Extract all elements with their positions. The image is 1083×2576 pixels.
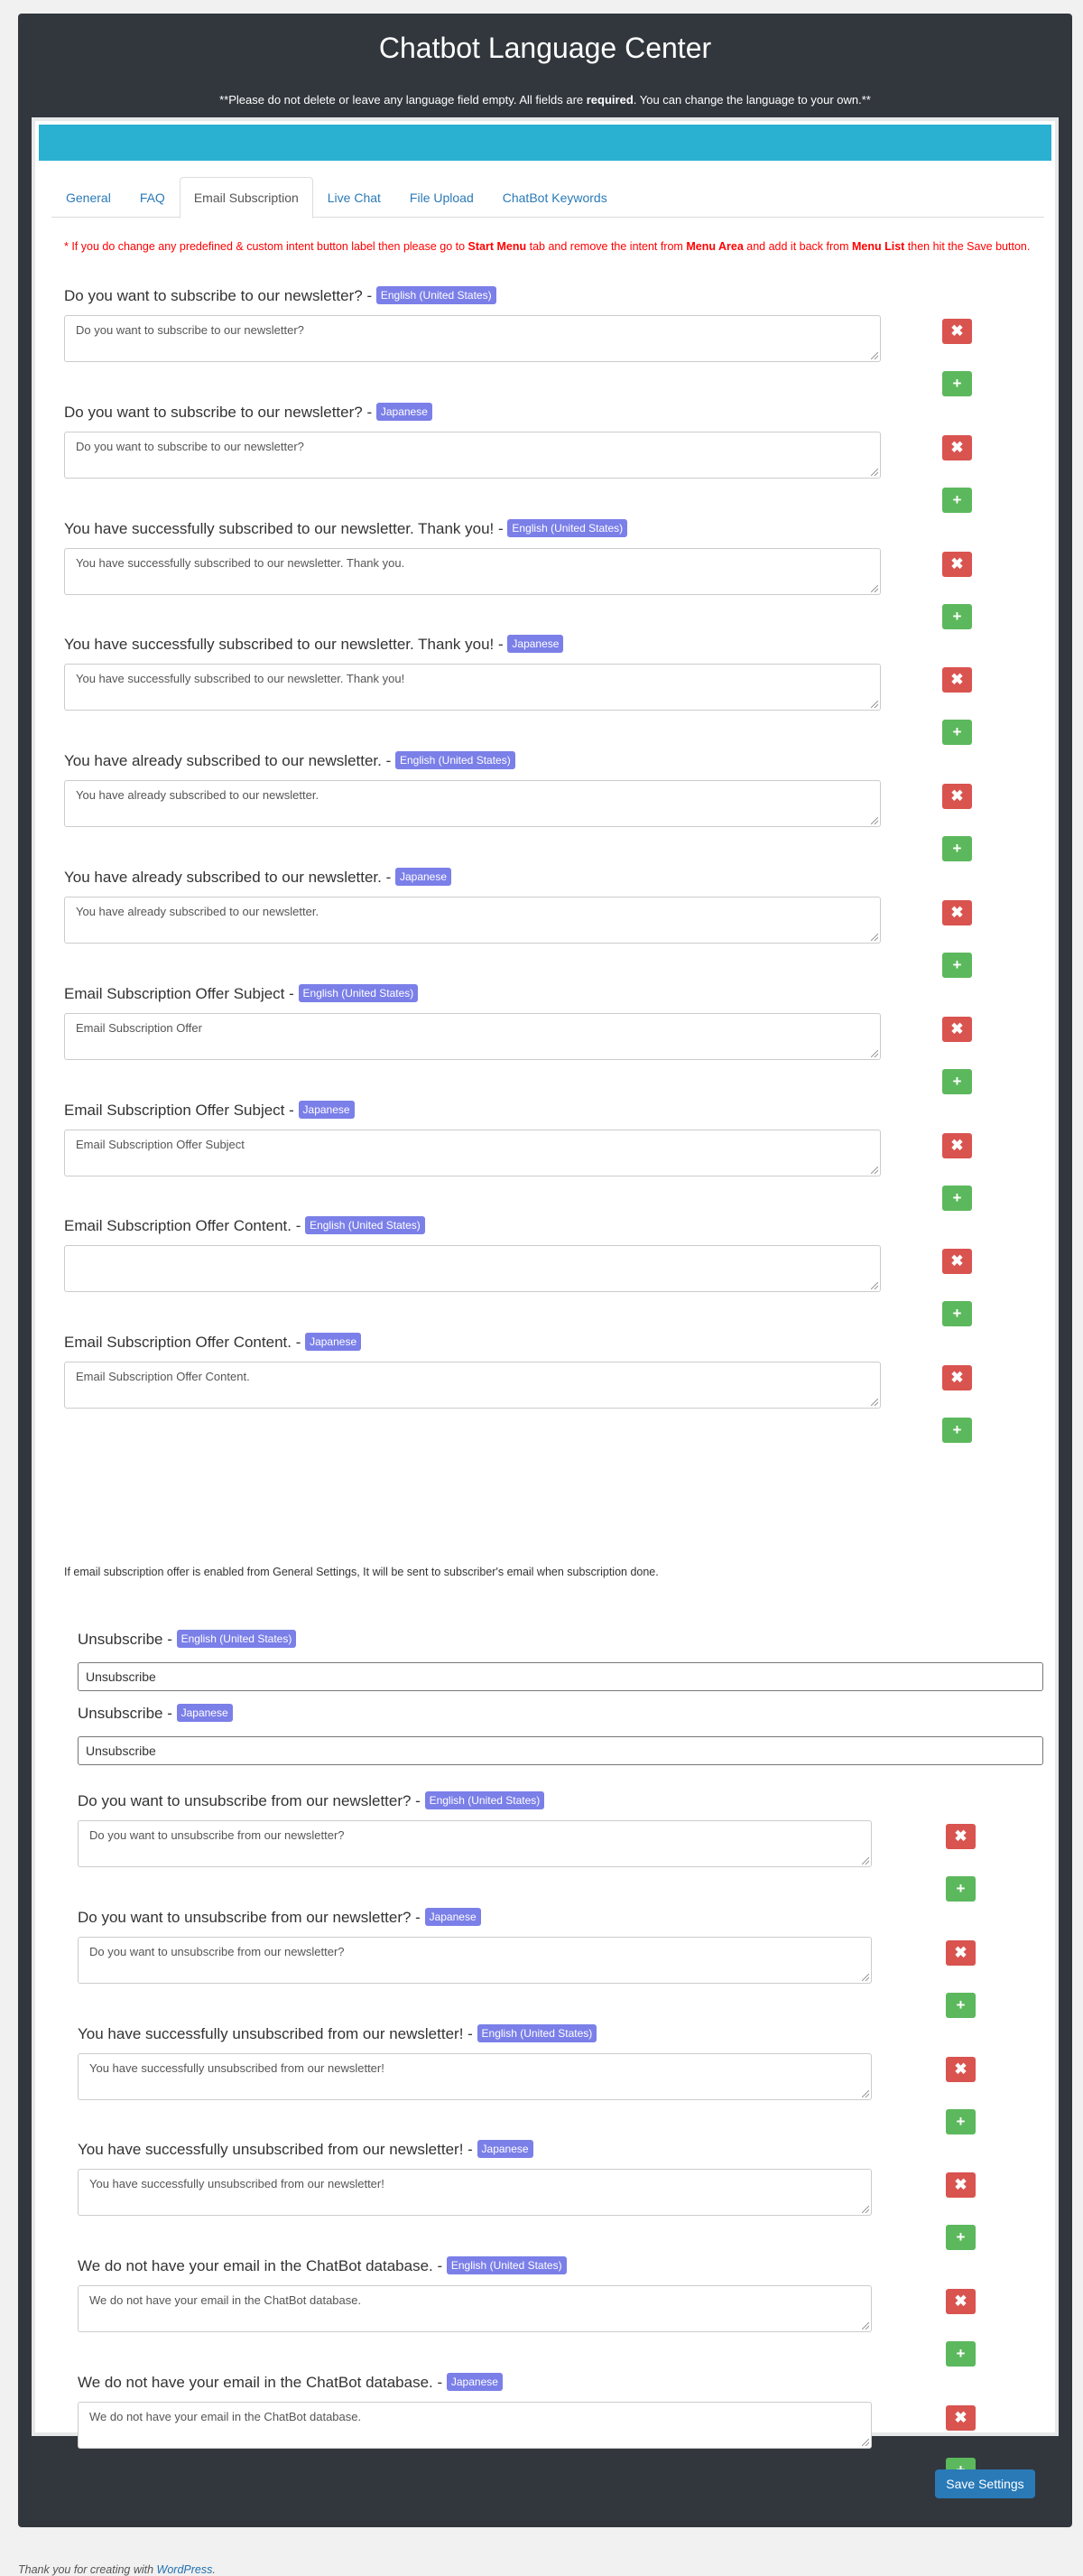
language-textarea[interactable]: Email Subscription Offer — [64, 1013, 881, 1060]
language-textarea[interactable]: Do you want to subscribe to our newsletter? — [64, 315, 881, 362]
field-label-text: Unsubscribe - — [78, 1705, 177, 1722]
remove-row-button[interactable]: ✖ — [942, 435, 972, 460]
remove-row-button[interactable]: ✖ — [946, 2405, 976, 2431]
page-title: Chatbot Language Center — [378, 32, 712, 64]
add-row-button[interactable]: + — [942, 371, 972, 396]
field-label-text: We do not have your email in the ChatBot database. - — [78, 2257, 447, 2275]
field-label-text: Email Subscription Offer Subject - — [64, 1101, 299, 1119]
language-textarea[interactable]: Do you want to unsubscribe from our newsletter? — [78, 1937, 872, 1984]
language-panel — [32, 117, 1059, 2436]
field-label-text: Unsubscribe - — [78, 1631, 177, 1648]
language-badge: Japanese — [177, 1704, 233, 1722]
language-badge: English (United States) — [376, 286, 496, 304]
add-row-button[interactable]: + — [942, 604, 972, 629]
language-field — [64, 751, 978, 864]
add-row-button[interactable]: + — [942, 1069, 972, 1094]
field-label-text: You have successfully subscribed to our newsletter. Thank you! - — [64, 519, 508, 537]
intent-warning: * If you do change any predefined & custom intent button label then please go to Start Menu tab and remove the intent from Menu Area and add it back from Menu List then hit the Save button. — [64, 240, 1031, 253]
field-label-text: You have already subscribed to our newsletter. - — [64, 752, 395, 770]
field-label-text: Email Subscription Offer Subject - — [64, 984, 299, 1002]
field-label — [78, 1630, 1048, 1650]
field-label — [78, 2256, 982, 2276]
add-row-button[interactable]: + — [946, 2225, 976, 2250]
field-label — [64, 1101, 978, 1121]
tab-bar — [51, 177, 1044, 218]
tab-faq[interactable]: FAQ — [139, 191, 165, 205]
language-field — [64, 868, 978, 981]
add-row-button[interactable]: + — [942, 1186, 972, 1211]
add-row-button[interactable]: + — [946, 2341, 976, 2367]
language-textarea[interactable]: You have already subscribed to our newsletter. — [64, 897, 881, 944]
field-label-text: We do not have your email in the ChatBot database. - — [78, 2374, 447, 2391]
remove-row-button[interactable]: ✖ — [946, 2172, 976, 2198]
unsubscribe-input[interactable]: Unsubscribe — [78, 1662, 1043, 1691]
language-badge: English (United States) — [477, 2024, 597, 2042]
field-label-text: You have successfully unsubscribed from our newsletter! - — [78, 2024, 477, 2042]
field-label — [64, 868, 978, 888]
add-row-button[interactable]: + — [946, 1993, 976, 2018]
language-field — [78, 2256, 982, 2369]
remove-row-button[interactable]: ✖ — [946, 1824, 976, 1849]
language-field — [78, 2373, 982, 2486]
add-row-button[interactable]: + — [942, 836, 972, 861]
save-settings-button[interactable]: Save Settings — [935, 2469, 1035, 2498]
remove-row-button[interactable]: ✖ — [942, 1249, 972, 1274]
field-label-text: Do you want to subscribe to our newsletter? - — [64, 287, 376, 304]
language-field — [64, 1333, 978, 1446]
language-field — [78, 2024, 982, 2137]
remove-row-button[interactable]: ✖ — [942, 784, 972, 809]
field-label — [78, 1704, 1048, 1724]
language-badge: English (United States) — [447, 2256, 567, 2274]
remove-row-button[interactable]: ✖ — [942, 900, 972, 925]
language-textarea[interactable]: Email Subscription Offer Content. — [64, 1362, 881, 1409]
language-field — [64, 984, 978, 1097]
language-badge: Japanese — [305, 1333, 361, 1351]
remove-row-button[interactable]: ✖ — [942, 1017, 972, 1042]
tab-chatbot-keywords[interactable]: ChatBot Keywords — [502, 191, 607, 205]
field-label — [78, 2140, 982, 2160]
field-label — [78, 1908, 982, 1928]
language-textarea[interactable]: You have successfully unsubscribed from our newsletter! — [78, 2053, 872, 2100]
field-label-text: Email Subscription Offer Content. - — [64, 1334, 306, 1352]
language-textarea[interactable]: Do you want to subscribe to our newsletter? — [64, 432, 881, 479]
add-row-button[interactable]: + — [942, 488, 972, 513]
language-field — [78, 2140, 982, 2253]
unsubscribe-field — [78, 1704, 1048, 1767]
language-badge: English (United States) — [305, 1216, 425, 1234]
tab-file-upload[interactable]: File Upload — [409, 191, 474, 205]
remove-row-button[interactable]: ✖ — [946, 1940, 976, 1966]
admin-footer: Thank you for creating with WordPress. — [18, 2563, 216, 2576]
language-field — [64, 403, 978, 516]
tab-live-chat[interactable]: Live Chat — [327, 191, 381, 205]
panel-header-bar — [39, 125, 1051, 161]
field-label — [64, 984, 978, 1004]
settings-frame — [18, 14, 1072, 2527]
language-textarea[interactable]: Email Subscription Offer Subject — [64, 1130, 881, 1176]
required-notice: **Please do not delete or leave any language field empty. All fields are required. You can change the language to your own.** — [219, 93, 871, 107]
language-field — [64, 519, 978, 632]
language-textarea[interactable]: You have successfully unsubscribed from our newsletter! — [78, 2169, 872, 2216]
remove-row-button[interactable]: ✖ — [942, 667, 972, 693]
add-row-button[interactable]: + — [942, 720, 972, 745]
field-label-text: You have already subscribed to our newsletter. - — [64, 869, 395, 886]
field-label — [78, 2373, 982, 2393]
language-badge: Japanese — [299, 1101, 355, 1119]
language-badge: English (United States) — [177, 1630, 297, 1648]
language-field — [78, 1908, 982, 2021]
language-field — [78, 1791, 982, 1904]
wordpress-link[interactable]: WordPress — [156, 2563, 213, 2576]
field-label-text: You have successfully unsubscribed from our newsletter! - — [78, 2141, 477, 2159]
add-row-button[interactable]: + — [946, 2109, 976, 2134]
field-label — [64, 751, 978, 771]
field-label — [64, 519, 978, 539]
field-label — [64, 635, 978, 655]
subscription-offer-help: If email subscription offer is enabled from General Settings, It will be sent to subscriber's email when subscription done. — [64, 1566, 659, 1578]
field-label-text: Do you want to subscribe to our newsletter? - — [64, 403, 376, 421]
remove-row-button[interactable]: ✖ — [946, 2057, 976, 2082]
language-badge: Japanese — [425, 1908, 481, 1926]
add-row-button[interactable]: + — [942, 1418, 972, 1443]
language-textarea[interactable]: You have already subscribed to our newsletter. — [64, 780, 881, 827]
remove-row-button[interactable]: ✖ — [942, 1365, 972, 1390]
language-field — [64, 1101, 978, 1214]
remove-row-button[interactable]: ✖ — [942, 319, 972, 344]
add-row-button[interactable]: + — [946, 1876, 976, 1902]
add-row-button[interactable]: + — [942, 1301, 972, 1326]
field-label — [64, 403, 978, 423]
language-badge: English (United States) — [395, 751, 515, 769]
language-textarea[interactable]: We do not have your email in the ChatBot database. — [78, 2285, 872, 2332]
language-field — [64, 635, 978, 748]
language-badge: Japanese — [376, 403, 432, 421]
language-badge: Japanese — [477, 2140, 533, 2158]
language-textarea[interactable]: Do you want to unsubscribe from our newsletter? — [78, 1820, 872, 1867]
language-badge: Japanese — [395, 868, 451, 886]
field-label-text: Do you want to unsubscribe from our newsletter? - — [78, 1792, 425, 1809]
field-label-text: Email Subscription Offer Content. - — [64, 1217, 306, 1235]
field-label-text: Do you want to unsubscribe from our newsletter? - — [78, 1908, 425, 1926]
remove-row-button[interactable]: ✖ — [946, 2289, 976, 2314]
language-textarea[interactable] — [64, 1245, 881, 1292]
tab-email-subscription[interactable]: Email Subscription — [180, 177, 313, 219]
field-label — [64, 286, 978, 306]
remove-row-button[interactable]: ✖ — [942, 1133, 972, 1158]
language-badge: English (United States) — [299, 984, 419, 1002]
language-badge: English (United States) — [425, 1791, 545, 1809]
field-label — [78, 2024, 982, 2044]
add-row-button[interactable]: + — [942, 953, 972, 978]
field-label — [78, 1791, 982, 1811]
unsubscribe-input[interactable]: Unsubscribe — [78, 1736, 1043, 1765]
language-textarea[interactable]: You have successfully subscribed to our newsletter. Thank you! — [64, 664, 881, 711]
language-badge: Japanese — [507, 635, 563, 653]
field-label-text: You have successfully subscribed to our newsletter. Thank you! - — [64, 636, 508, 654]
language-textarea[interactable]: We do not have your email in the ChatBot database. — [78, 2402, 872, 2449]
language-badge: English (United States) — [507, 519, 627, 537]
language-textarea[interactable]: You have successfully subscribed to our newsletter. Thank you. — [64, 548, 881, 595]
language-field — [64, 286, 978, 399]
remove-row-button[interactable]: ✖ — [942, 552, 972, 577]
language-badge: Japanese — [447, 2373, 503, 2391]
language-field — [64, 1216, 978, 1329]
field-label — [64, 1333, 978, 1353]
tab-general[interactable]: General — [66, 191, 111, 205]
unsubscribe-field — [78, 1630, 1048, 1693]
field-label — [64, 1216, 978, 1236]
